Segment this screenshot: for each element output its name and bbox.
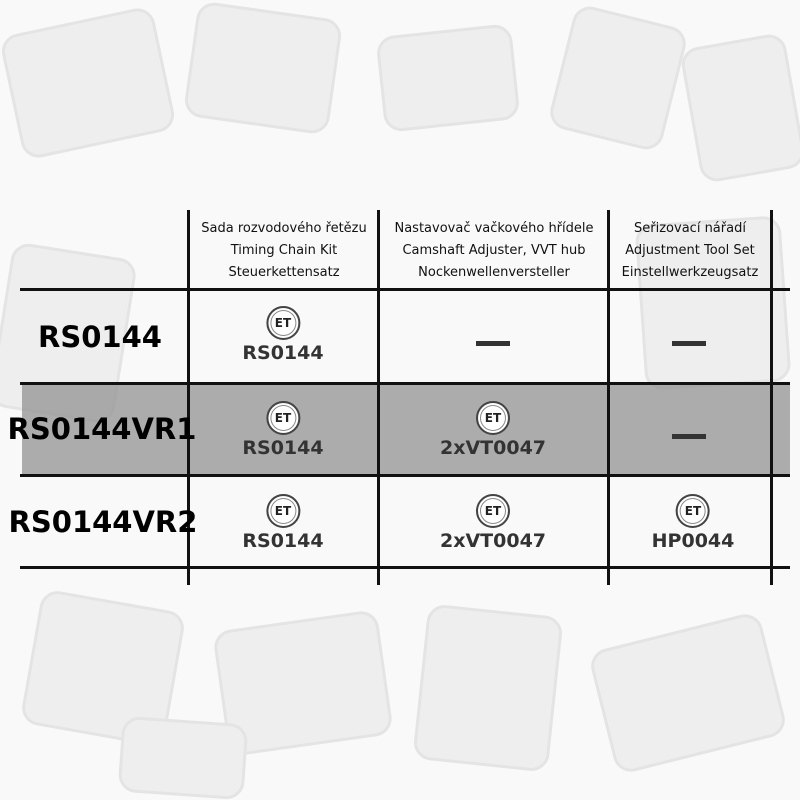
header-line: Steuerkettensatz <box>228 265 340 280</box>
part-code: RS0144 <box>242 530 324 552</box>
table-cell <box>440 494 546 552</box>
table-divider <box>20 382 790 385</box>
header-line: Camshaft Adjuster, VVT hub <box>402 243 586 258</box>
et-logo-icon: ET <box>266 401 300 435</box>
part-code: 2xVT0047 <box>439 437 547 459</box>
et-logo-icon: ET <box>676 494 710 528</box>
table-cell <box>652 494 735 552</box>
et-logo-icon: ET <box>266 494 300 528</box>
table-cell <box>242 401 323 459</box>
row-label-rs0144vr2: RS0144VR2 <box>8 505 198 539</box>
column-header-tool-set <box>610 218 770 284</box>
part-code: RS0144 <box>242 342 324 364</box>
column-divider <box>770 210 773 585</box>
table-cell <box>440 401 546 459</box>
et-logo-icon: ET <box>266 306 300 340</box>
table-cell <box>242 494 323 552</box>
not-included-dash <box>476 341 510 346</box>
table-divider <box>20 566 790 569</box>
part-code: HP0044 <box>651 530 735 552</box>
header-line: Seřizovací nářadí <box>634 221 746 236</box>
not-included-dash <box>672 341 706 346</box>
header-line: Nastavovač vačkového hřídele <box>394 221 594 236</box>
column-divider <box>607 210 610 585</box>
column-header-timing-chain <box>190 218 378 284</box>
row-label-rs0144: RS0144 <box>38 320 162 354</box>
row-label-rs0144vr1: RS0144VR1 <box>7 412 197 446</box>
table-divider <box>20 288 790 291</box>
header-line: Nockenwellenversteller <box>418 265 570 280</box>
header-line: Adjustment Tool Set <box>625 243 755 258</box>
not-included-dash <box>672 434 706 439</box>
part-code: 2xVT0047 <box>439 530 547 552</box>
column-divider <box>377 210 380 585</box>
table-divider <box>20 474 790 477</box>
table-cell <box>242 306 323 364</box>
header-line: Timing Chain Kit <box>230 243 338 258</box>
header-line: Einstellwerkzeugsatz <box>621 265 759 280</box>
et-logo-icon: ET <box>476 494 510 528</box>
et-logo-icon: ET <box>476 401 510 435</box>
column-header-camshaft-adjuster <box>380 218 608 284</box>
header-line: Sada rozvodového řetězu <box>201 221 367 236</box>
part-code: RS0144 <box>242 437 324 459</box>
